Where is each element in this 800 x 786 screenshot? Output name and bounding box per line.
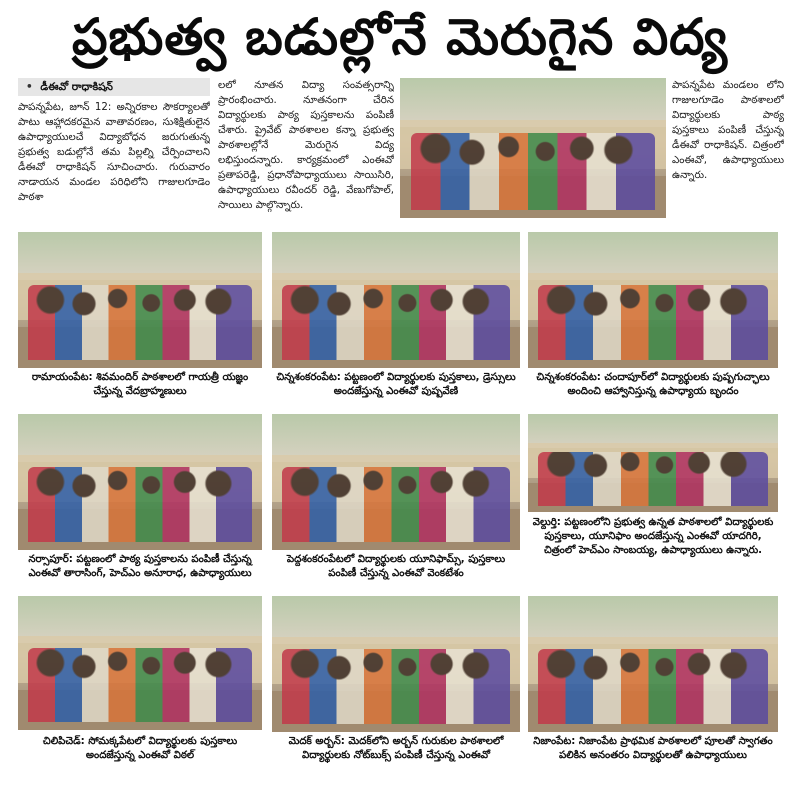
caption-nizampet: నిజాంపేట: నిజాంపేట ప్రాథమిక పాఠశాలలో పూలతో స్వాగతం పలికిన అనంతరం విద్యార్థులతో ఉపాధ్యాయులు — [533, 736, 773, 761]
caption-peddashankarampet: పెద్దశంకరంపేటలో విద్యార్థులకు యూనిఫామ్స్, పుస్తకాలు పంపిణీ చేస్తున్న ఎంఈవో వెంకటేశం — [286, 554, 506, 579]
byline — [18, 78, 210, 96]
caption-chinnashankarampet-town: చిన్నశంకరంపేట: పట్టణంలో విద్యార్థులకు పుస్తకాలు, డ్రెస్సులు అందజేస్తున్న ఎంఈవో పుష్పవేణి — [276, 372, 516, 397]
photo-medak-urban — [272, 596, 520, 732]
caption-medak-urban: మెదక్ అర్బన్: మెదక్‌లోని అర్బన్ గురుకుల పాఠశాలలో విద్యార్థులకు నోట్‌బుక్స్ పంపిణీ చేస్తున్న ఎంఈవో — [288, 736, 504, 761]
photo-chandapur — [528, 232, 778, 368]
byline-bullet: • — [26, 81, 33, 93]
photo-nizampet — [528, 596, 778, 732]
story-column-1: పాపన్నపేట, జూన్ 12: అన్నిరకాల సౌకర్యాలతో పాటు ఆహ్లాదకరమైన వాతావరణం, సుశిక్షితులైన ఉపాధ్యాయులచే విద్యాబోధన జరుగుతున్న ప్రభుత్వ బడుల్లోనే తమ పిల్లల్ని చేర్పించాలని డీఈవో రాధాకిషన్ సూచించారు. గురువారం నాడాయన మండల పరిధిలోని గాజులగూడెం పాఠశా — [18, 102, 210, 203]
photo-peddashankarampet — [272, 414, 520, 550]
photo-chilipched — [18, 596, 262, 730]
photo-chinnashankarampet-town — [272, 232, 520, 368]
photo-lead — [400, 78, 666, 218]
caption-narsapur: నర్సాపూర్: పట్టణంలో పాఠ్య పుస్తకాలను పంపిణీ చేస్తున్న ఎంఈవో తారాసింగ్, హెచ్‌ఎం అనూరాధ, ఉపాధ్యాయులు — [28, 554, 252, 579]
caption-chilipched: చిలిపిచెడ్: సోమక్కపేటలో విద్యార్థులకు పుస్తకాలు అందజేస్తున్న ఎంఈవో విఠల్ — [42, 736, 238, 761]
photo-veldurthi — [528, 414, 778, 512]
story-column-2: లలో నూతన విద్యా సంవత్సరాన్ని ప్రారంభించారు. నూతనంగా చేరిన విద్యార్థులకు పాఠ్య పుస్తకాలను పంపిణీ చేశారు. ప్రైవేట్ పాఠశాలల కన్నా ప్రభుత్వ పాఠశాలల్లోనే మెరుగైన విద్య లభిస్తుందన్నారు. కార్యక్రమంలో ఎంఈవో ప్రతాపరెడ్డి, ప్రధానోపాధ్యాయులు సాయిసిరి, ఉపాధ్యాయులు రవీందర్ రెడ్డి, వేణుగోపాల్, సాయిలు పాల్గొన్నారు. — [218, 80, 394, 211]
photo-ramayampet — [18, 232, 262, 368]
caption-ramayampet: రామాయంపేట: శివమందిర్ పాఠశాలలో గాయత్రీ యజ్ఞం చేస్తున్న వేదబ్రాహ్మణులు — [31, 372, 249, 397]
byline-text: డీఈవో రాధాకిషన్ — [40, 81, 113, 93]
headline: ప్రభుత్వ బడుల్లోనే మెరుగైన విద్య — [72, 8, 728, 66]
lead-photo-caption: పాపన్నపేట మండలం లోని గాజులగూడెం పాఠశాలలో విద్యార్థులకు పాఠ్య పుస్తకాలు పంపిణీ చేస్తున్న డీఈవో రాధాకిషన్. చిత్రంలో ఎంఈవో, ఉపాధ్యాయులు ఉన్నారు. — [672, 80, 784, 181]
caption-chandapur: చిన్నశంకరంపేట: చందాపూర్‌లో విద్యార్థులకు పుష్పగుచ్ఛాలు అందించి ఆహ్వానిస్తున్న ఉపాధ్యాయ బృందం — [536, 372, 770, 397]
caption-veldurthi: వెల్దుర్తి: పట్టణంలోని ప్రభుత్వ ఉన్నత పాఠశాలలో విద్యార్థులకు పుస్తకాలు, యూనిఫాం అందజేస్తున్న ఎంఈవో యాదగిరి, చిత్రంలో హెచ్‌ఎం సాంబయ్య, ఉపాధ్యాయులు ఉన్నారు. — [532, 517, 774, 556]
photo-narsapur — [18, 414, 262, 550]
